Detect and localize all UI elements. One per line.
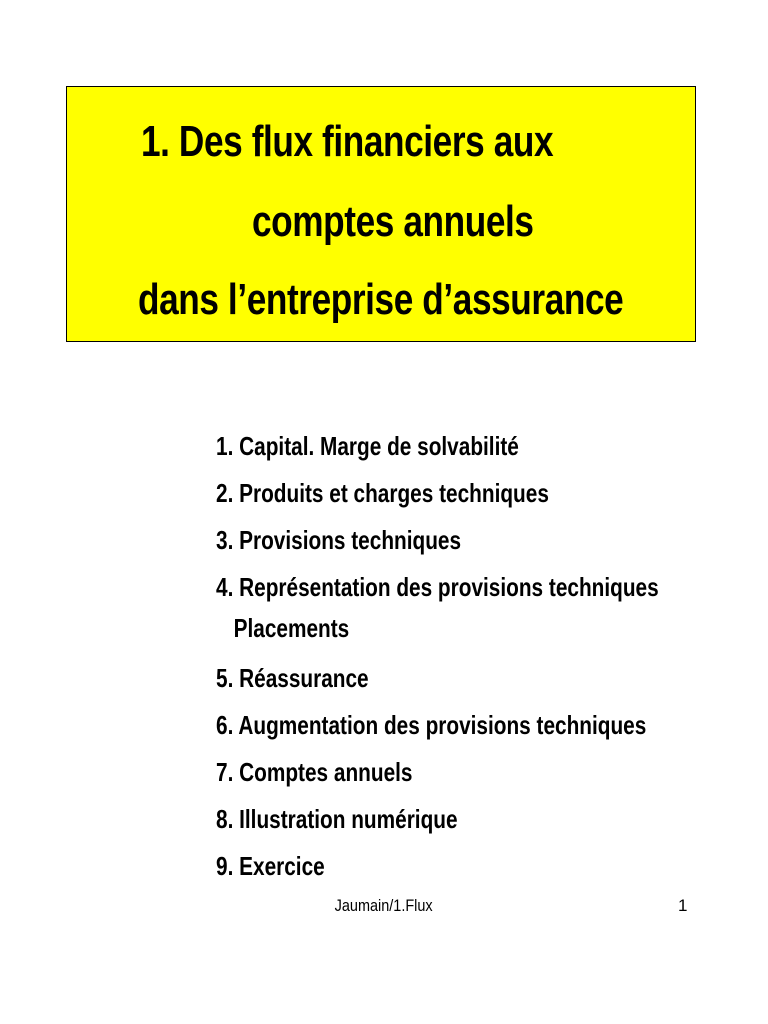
list-item-text: 3. Provisions techniques — [216, 525, 462, 555]
list-item — [216, 848, 659, 895]
list-item — [216, 475, 659, 522]
list-item — [216, 754, 659, 801]
footer-label: Jaumain/1.Flux — [335, 896, 433, 915]
title-line-1: 1. Des flux financiers aux — [141, 117, 554, 166]
page-number: 1 — [678, 896, 688, 915]
list-item-text: 8. Illustration numérique — [216, 804, 458, 834]
list-item-text: 1. Capital. Marge de solvabilité — [216, 431, 519, 461]
list-item-text: 4. Représentation des provisions techniques — [216, 572, 659, 602]
list-item-continuation: Placements — [233, 613, 350, 643]
title-box — [66, 86, 696, 342]
list-item-text: 5. Réassurance — [216, 663, 369, 693]
list-item — [216, 660, 659, 707]
footer-text — [0, 895, 768, 917]
list-item — [216, 707, 659, 754]
title-line-3: dans l’entreprise d’assurance — [138, 275, 624, 324]
list-item-text: 2. Produits et charges techniques — [216, 478, 549, 508]
list-item — [216, 522, 659, 569]
list-item-text: 7. Comptes annuels — [216, 757, 413, 787]
list-item — [216, 801, 659, 848]
list-item-text: 6. Augmentation des provisions techniques — [216, 710, 647, 740]
list-item — [216, 569, 659, 660]
list-item-text: 9. Exercice — [216, 851, 325, 881]
table-of-contents — [216, 428, 768, 895]
list-item — [216, 428, 659, 475]
title-line-2: comptes annuels — [252, 197, 534, 246]
